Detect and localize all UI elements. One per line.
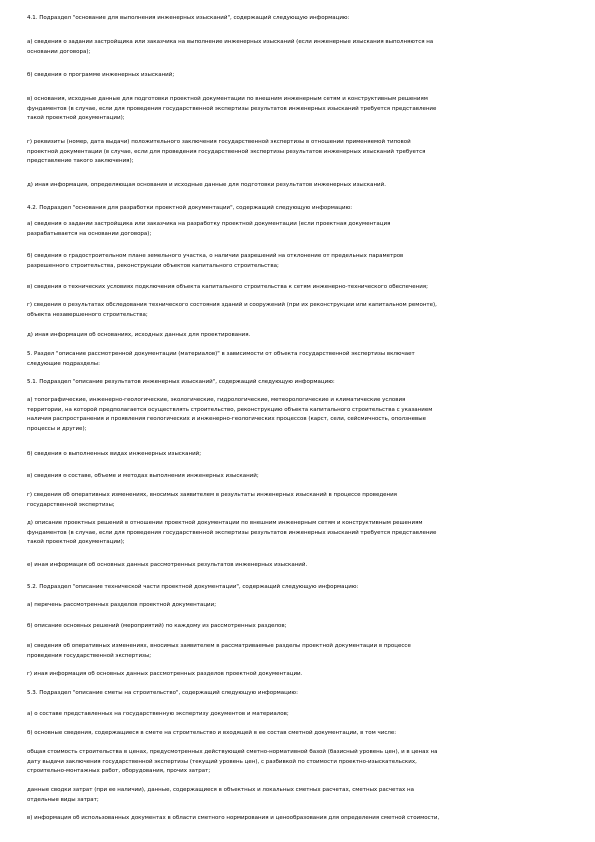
- paragraph: в) сведения об оперативных изменениях, вносимых заявителем в рассматриваемые разделы проектной документации в процессе проведения государственной экспертизы;: [27, 643, 411, 659]
- paragraph: б) описание основных решений (мероприятий) по каждому из рассмотренных разделов;: [27, 623, 287, 629]
- paragraph: 5. Раздел "описание рассмотренной документации (материалов)" в зависимости от объекта государственной экспертизы включает следующие подразделы:: [27, 351, 415, 367]
- paragraph: г) иная информация об основных данных рассмотренных разделов проектной документации.: [27, 671, 303, 677]
- paragraph: е) иная информация об основных данных рассмотренных результатов инженерных изысканий.: [27, 562, 308, 568]
- paragraph: 4.2. Подраздел "основания для разработки проектной документации", содержащий следующую информацию:: [27, 205, 353, 211]
- paragraph: г) сведения о результатах обследования технического состояния зданий и сооружений (при их реконструкции или капитальном ремонте), объекта незавершенного строительства;: [27, 302, 437, 318]
- paragraph: 5.1. Подраздел "описание результатов инженерных изысканий", содержащий следующую информацию:: [27, 379, 335, 385]
- paragraph: а) о составе представленных на государственную экспертизу документов и материалов;: [27, 711, 289, 717]
- paragraph: д) иная информация об основаниях, исходных данных для проектирования.: [27, 332, 251, 338]
- paragraph: б) сведения о выполненных видах инженерных изысканий;: [27, 451, 202, 457]
- paragraph: а) перечень рассмотренных разделов проектной документации;: [27, 602, 217, 608]
- paragraph: а) сведения о задании застройщика или заказчика на разработку проектной документации (если проектная документация разрабатывается на основании договора);: [27, 221, 391, 237]
- paragraph: а) сведения о задании застройщика или заказчика на выполнение инженерных изысканий (если инженерные изыскания выполняются на основании договора);: [27, 39, 434, 55]
- paragraph: в) сведения о составе, объеме и методах выполнения инженерных изысканий;: [27, 473, 259, 479]
- paragraph: г) сведения об оперативных изменениях, вносимых заявителем в результаты инженерных изысканий в процессе проведения государственной экспертизы;: [27, 492, 397, 508]
- paragraph: б) сведения о программе инженерных изысканий;: [27, 72, 175, 78]
- paragraph: данные сводки затрат (при ее наличии), данные, содержащиеся в объектных и локальных сметных расчетах, сметных расчетах на отдельные виды затрат;: [27, 787, 414, 803]
- paragraph: д) описание проектных решений в отношении проектной документации по внешним инженерным сетям и конструктивным решениям фундаментов (в случае, если для проведения государственной экспертизы результатов инженерных изысканий требуется представление такой проектной документации);: [27, 520, 437, 546]
- paragraph: а) топографические, инженерно-геологические, экологические, гидрологические, метеорологические и климатические условия территории, на которой предполагается осуществлять строительство, реконструкцию объекта капитального строительства с указанием наличия распространения и проявления геологических и инженерно-геологических процессов (карст, сели, сейсмичность, оползневые процессы и другие);: [27, 397, 433, 432]
- paragraph: 4.1. Подраздел "основание для выполнения инженерных изысканий", содержащий следующую информацию:: [27, 15, 350, 21]
- paragraph: общая стоимость строительства в ценах, предусмотренных действующей сметно-нормативной базой (базисный уровень цен), и в ценах на дату выдачи заключения государственной экспертизы (текущий уровень цен), с разбивкой по стоимости проектно-изыскательских, строительно-монтажных работ, оборудования, прочих затрат;: [27, 749, 438, 775]
- paragraph: д) иная информация, определяющая основания и исходные данные для подготовки результатов инженерных изысканий.: [27, 182, 386, 188]
- paragraph: в) сведения о технических условиях подключения объекта капитального строительства к сетям инженерно-технического обеспечения;: [27, 284, 428, 290]
- paragraph: г) реквизиты (номер, дата выдачи) положительного заключения государственной экспертизы в отношении применяемой типовой проектной документации (в случае, если для проведения государственной экспертизы результатов инженерных изысканий требуется представление такого заключения);: [27, 139, 426, 165]
- paragraph: 5.3. Подраздел "описание сметы на строительство", содержащий следующую информацию:: [27, 690, 298, 696]
- paragraph: б) сведения о градостроительном плане земельного участка, о наличии разрешений на отклонение от предельных параметров разрешенного строительства, реконструкции объектов капитального строительства;: [27, 253, 404, 269]
- paragraph: в) информация об использованных документах в области сметного нормирования и ценообразования для определения сметной стоимости,: [27, 815, 440, 821]
- paragraph: 5.2. Подраздел "описание технической части проектной документации", содержащий следующую информацию:: [27, 584, 359, 590]
- paragraph: в) основания, исходные данные для подготовки проектной документации по внешним инженерным сетям и конструктивным решениям фундаментов (в случае, если для проведения государственной экспертизы результатов инженерных изысканий требуется представление такой проектной документации);: [27, 96, 437, 122]
- paragraph: б) основные сведения, содержащиеся в смете на строительство и входящей в ее состав сметной документации, в том числе:: [27, 730, 397, 736]
